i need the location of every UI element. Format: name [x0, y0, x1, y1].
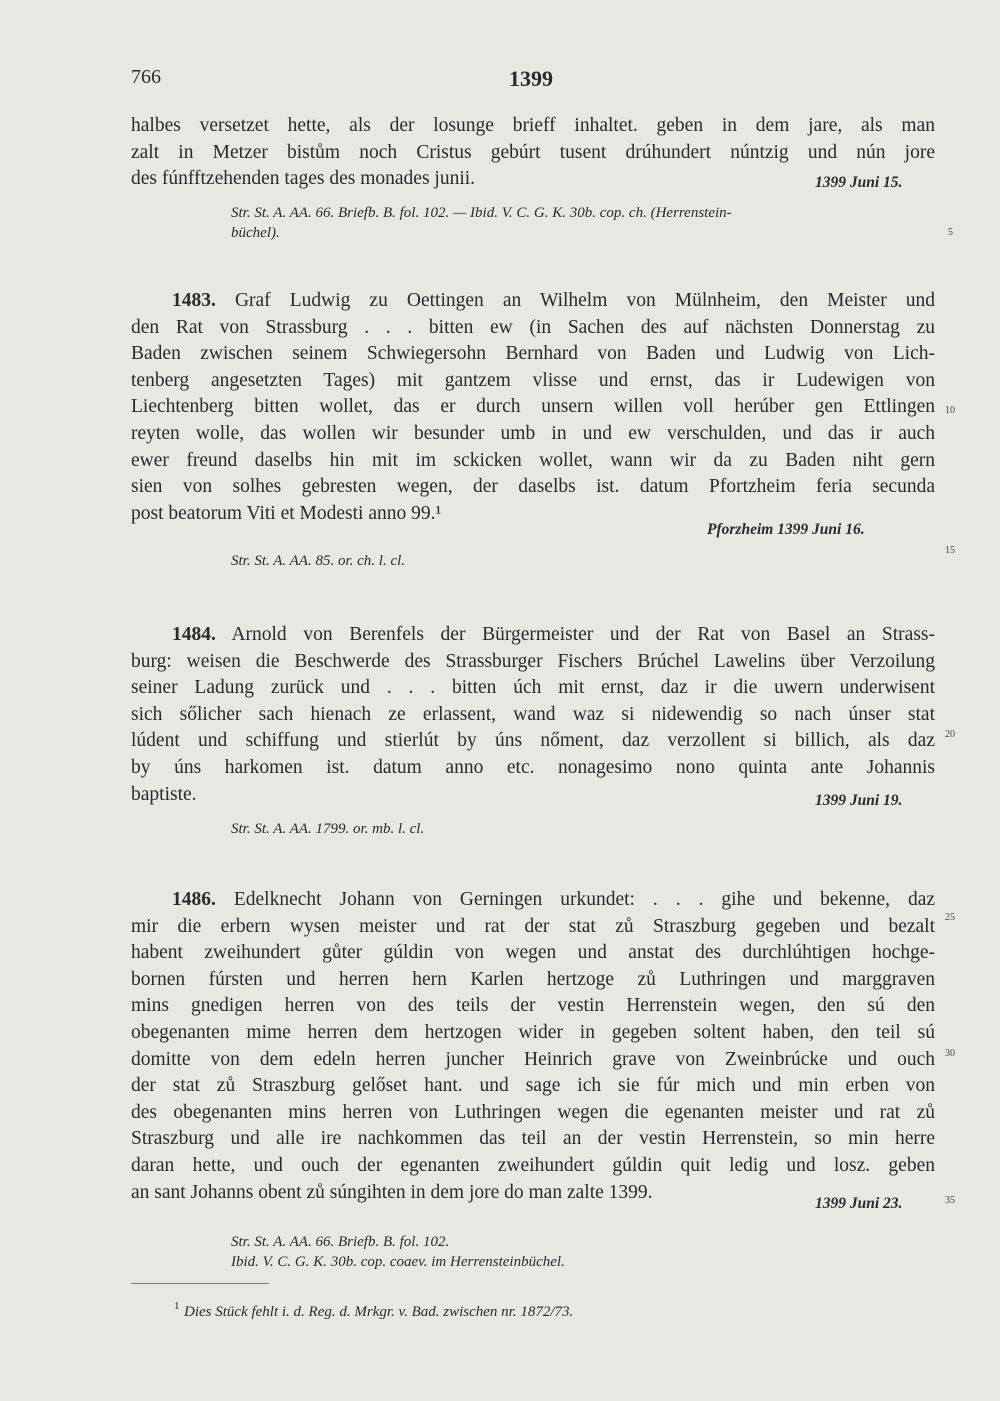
text-line: Edelknecht Johann von Gerningen urkundet: . . . gihe und bekenne, daz	[233, 889, 936, 910]
text-line: post beatorum Viti et Modesti anno 99.¹	[131, 502, 442, 524]
text-line: reyten wolle, das wollen wir besunder umb in und ew verschulden, und das ir auch	[131, 422, 935, 444]
text-line: Straszburg und alle ire nachkommen das teil an der vestin Herrenstein, so min herre	[131, 1128, 935, 1150]
source-reference: büchel).	[231, 225, 280, 241]
text-line: seiner Ladung zurück und . . . bitten úch mit ernst, daz ir die uwern underwisent	[131, 677, 935, 699]
text-line: lúdent und schiffung und stierlút by úns nőment, daz verzollent si billich, als daz	[131, 730, 935, 752]
entry-date: 1399 Juni 19.	[815, 792, 903, 809]
footnote-text: Dies Stück fehlt i. d. Reg. d. Mrkgr. v. Bad. zwischen nr. 1872/73.	[184, 1304, 574, 1320]
text-line: daran hette, und ouch der egenanten zweihundert gúldin quit ledig und losz. geben	[131, 1154, 935, 1176]
entry-number: 1486.	[172, 889, 216, 910]
entry-number: 1483.	[172, 290, 216, 311]
entry-1484-text	[131, 622, 935, 808]
text-line: baptiste.	[131, 783, 197, 805]
text-line: zalt in Metzer bistům noch Cristus gebúrt tusent drúhundert núntzig und nún jore	[131, 141, 935, 163]
footnote-marker: 1	[174, 1300, 180, 1312]
source-reference: Ibid. V. C. G. K. 30b. cop. coaev. im Herrensteinbüchel.	[231, 1254, 565, 1270]
text-line: sich sőlicher sach hienach ze erlassent, wand waz si nidewendig so nach únser stat	[131, 703, 935, 725]
text-line: Graf Ludwig zu Oettingen an Wilhelm von Mülnheim, den Meister und	[234, 290, 935, 311]
source-reference: Str. St. A. AA. 66. Briefb. B. fol. 102.	[231, 1234, 450, 1250]
text-line: des obegenanten mins herren von Luthringen wegen die egenanten meister und rat zů	[131, 1101, 935, 1123]
text-line: domitte von dem edeln herren juncher Heinrich grave von Zweinbrúcke und ouch	[131, 1048, 935, 1070]
line-number: 25	[945, 912, 955, 923]
line-number: 30	[945, 1048, 955, 1059]
text-line: halbes versetzet hette, als der losunge brieff inhaltet. geben in dem jare, als man	[131, 115, 935, 136]
text-line: mins gnedigen herren von des teils der vestin Herrenstein wegen, den sú den	[131, 995, 935, 1017]
text-line: der stat zů Straszburg gelőset hant. und sage ich sie fúr mich und min erben von	[131, 1075, 935, 1097]
entry-1486-text	[131, 887, 935, 1206]
text-line: mir die erbern wysen meister und rat der stat zů Straszburg gegeben und bezalt	[131, 915, 935, 937]
text-line: sien von solhes gebresten wegen, der daselbs ist. datum Pfortzheim feria secunda	[131, 476, 935, 498]
page-number: 766	[131, 66, 161, 88]
text-line: obegenanten mime herren dem hertzogen wider in gegeben soltent haben, den teil sú	[131, 1021, 935, 1043]
footnote-rule	[131, 1283, 269, 1284]
line-number: 20	[945, 729, 955, 740]
entry-1483-text	[131, 288, 935, 527]
line-number: 5	[948, 227, 953, 238]
text-line: Arnold von Berenfels der Bürgermeister und der Rat von Basel an Strass-	[231, 624, 935, 645]
text-line: an sant Johanns obent zů súngihten in dem jore do man zalte 1399.	[131, 1181, 653, 1203]
source-reference: Str. St. A. AA. 66. Briefb. B. fol. 102. — Ibid. V. C. G. K. 30b. cop. ch. (Herrenstein-	[231, 205, 732, 221]
entry-number: 1484.	[172, 624, 216, 645]
text-line: burg: weisen die Beschwerde des Strassburger Fischers Brúchel Lawelins über Verzoilung	[131, 650, 935, 672]
page-year-header: 1399	[509, 66, 553, 91]
entry-date: 1399 Juni 15.	[815, 174, 903, 191]
source-reference: Str. St. A. AA. 1799. or. mb. l. cl.	[231, 821, 425, 837]
text-line: des fúnfftzehenden tages des monades junii.	[131, 168, 476, 190]
text-line: tenberg angesetzten Tages) mit gantzem vlisse und ernst, das ir Ludewigen von	[131, 369, 935, 391]
line-number: 15	[945, 545, 955, 556]
text-line	[131, 887, 935, 914]
text-line: bornen fúrsten und herren hern Karlen hertzoge zů Luthringen und marggraven	[131, 968, 935, 990]
text-line	[131, 288, 935, 315]
line-number: 35	[945, 1195, 955, 1206]
source-reference: Str. St. A. AA. 85. or. ch. l. cl.	[231, 553, 406, 569]
line-number: 10	[945, 405, 955, 416]
text-line: ewer freund daselbs hin mit im sckicken wollet, wann wir da zu Baden niht gern	[131, 449, 935, 471]
entry-date: Pforzheim 1399 Juni 16.	[707, 521, 865, 538]
text-line: Liechtenberg bitten wollet, das er durch unsern willen voll herúber gen Ettlingen	[131, 396, 935, 418]
entry-date: 1399 Juni 23.	[815, 1195, 903, 1212]
text-line: den Rat von Strassburg . . . bitten ew (in Sachen des auf nächsten Donnerstag zu	[131, 316, 935, 338]
text-line: by úns harkomen ist. datum anno etc. nonagesimo nono quinta ante Johannis	[131, 756, 935, 778]
text-line	[131, 622, 935, 649]
text-line: Baden zwischen seinem Schwiegersohn Bernhard von Baden und Ludwig von Lich-	[131, 343, 935, 365]
text-line: habent zweihundert gůter gúldin von wegen und anstat des durchlúhtigen hochge-	[131, 942, 935, 964]
